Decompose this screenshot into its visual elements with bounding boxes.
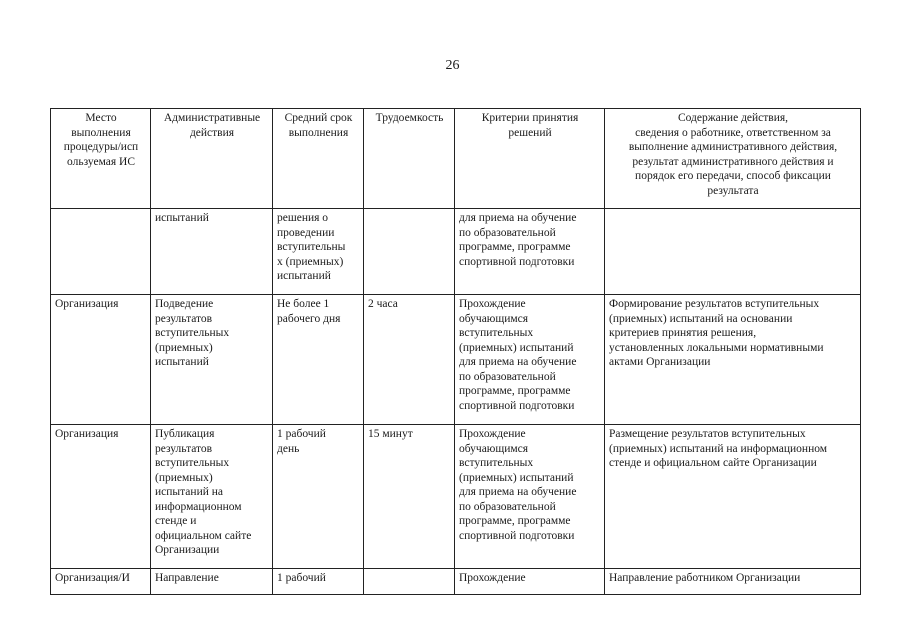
cell-criteria: Прохождение обучающимся вступительных (приемных) испытаний для приема на обучение по образовательной программе, программе спортивной подготовки (455, 425, 605, 569)
cell-criteria: Прохождение (455, 569, 605, 595)
header-labor: Трудоемкость (364, 109, 455, 209)
cell-content: Формирование результатов вступительных (приемных) испытаний на основании критериев принятия решения, установленных локальными нормативными актами Организации (605, 295, 861, 425)
page-number: 26 (445, 58, 460, 73)
cell-content: Размещение результатов вступительных (приемных) испытаний на информационном стенде и официальном сайте Организации (605, 425, 861, 569)
header-action: Административные действия (151, 109, 273, 209)
cell-labor (364, 209, 455, 295)
cell-place: Организация (51, 295, 151, 425)
header-content: Содержание действия, сведения о работнике, ответственном за выполнение административного действия, результат административного действия и порядок его передачи, способ фиксации результата (605, 109, 861, 209)
table-row (51, 295, 861, 425)
table-header-row (51, 109, 861, 209)
cell-term: 1 рабочий (273, 569, 364, 595)
cell-labor: 15 минут (364, 425, 455, 569)
table-row (51, 425, 861, 569)
cell-labor: 2 часа (364, 295, 455, 425)
cell-action: испытаний (151, 209, 273, 295)
cell-criteria: Прохождение обучающимся вступительных (приемных) испытаний для приема на обучение по образовательной программе, программе спортивной подготовки (455, 295, 605, 425)
cell-term: Не более 1 рабочего дня (273, 295, 364, 425)
cell-place (51, 209, 151, 295)
cell-criteria: для приема на обучение по образовательной программе, программе спортивной подготовки (455, 209, 605, 295)
cell-term: 1 рабочий день (273, 425, 364, 569)
cell-place: Организация/И (51, 569, 151, 595)
procedure-table (50, 108, 861, 595)
cell-action: Подведение результатов вступительных (приемных) испытаний (151, 295, 273, 425)
cell-labor (364, 569, 455, 595)
cell-term: решения о проведении вступительны х (приемных) испытаний (273, 209, 364, 295)
table-row (51, 209, 861, 295)
cell-content (605, 209, 861, 295)
cell-place: Организация (51, 425, 151, 569)
cell-action: Направление (151, 569, 273, 595)
table-row (51, 569, 861, 595)
cell-content: Направление работником Организации (605, 569, 861, 595)
header-place: Место выполнения процедуры/исп ользуемая ИС (51, 109, 151, 209)
cell-action: Публикация результатов вступительных (приемных) испытаний на информационном стенде и официальном сайте Организации (151, 425, 273, 569)
header-term: Средний срок выполнения (273, 109, 364, 209)
header-criteria: Критерии принятия решений (455, 109, 605, 209)
